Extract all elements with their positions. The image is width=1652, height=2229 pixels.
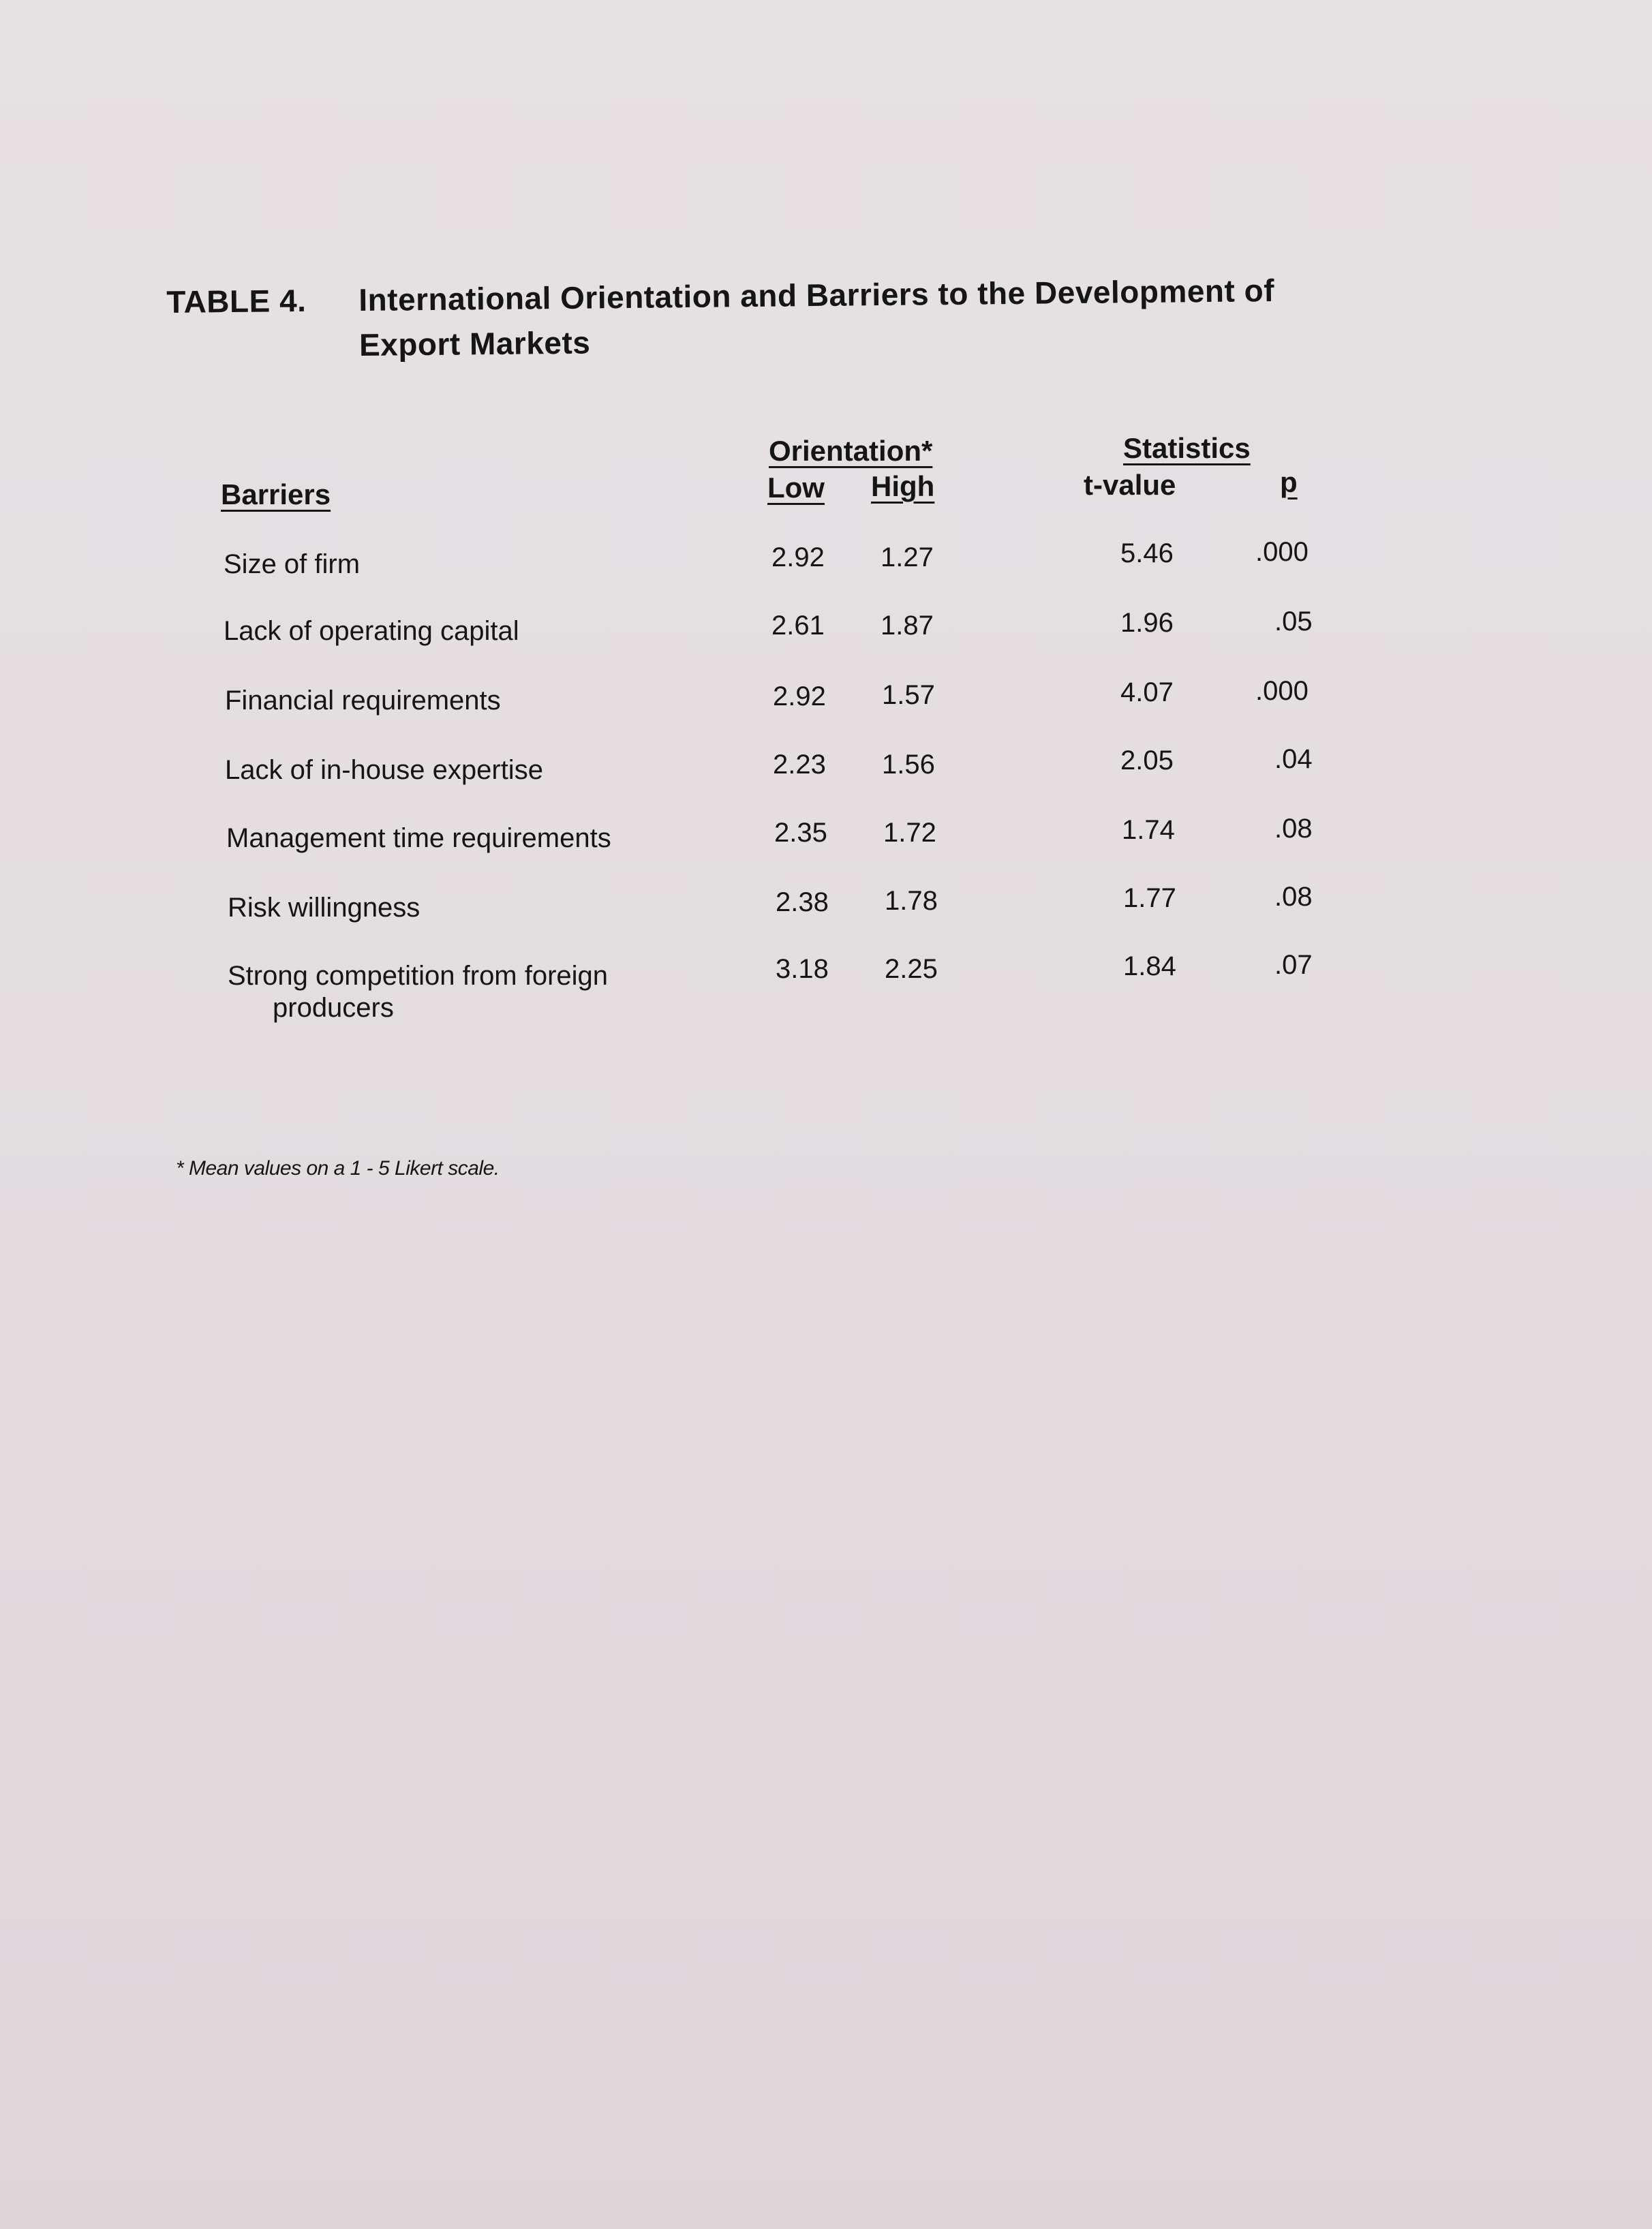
value-high: 1.87 xyxy=(881,611,934,641)
table-title-line1: International Orientation and Barriers to the Development of xyxy=(358,272,1275,318)
value-t: 1.77 xyxy=(1123,883,1176,913)
value-high: 1.78 xyxy=(885,886,938,916)
value-p: .07 xyxy=(1274,950,1313,980)
row-label: Risk willingness xyxy=(228,893,420,923)
header-p: p xyxy=(1280,466,1298,498)
value-p: .000 xyxy=(1255,676,1309,706)
row-label: Lack of operating capital xyxy=(224,616,519,646)
value-p: .000 xyxy=(1255,537,1309,567)
value-high: 2.25 xyxy=(885,954,938,984)
value-low: 2.92 xyxy=(771,542,825,572)
value-high: 1.27 xyxy=(881,542,934,572)
value-high: 1.57 xyxy=(882,680,935,710)
value-low: 2.61 xyxy=(771,611,825,641)
value-low: 2.23 xyxy=(773,750,826,780)
row-label: Management time requirements xyxy=(226,823,611,853)
header-tvalue: t-value xyxy=(1084,469,1176,501)
row-label-line2: producers xyxy=(273,993,394,1023)
row-label: Lack of in-house expertise xyxy=(225,755,543,785)
row-label-line1: Strong competition from foreign xyxy=(228,961,609,991)
table-title xyxy=(166,265,1503,369)
value-t: 5.46 xyxy=(1120,538,1174,568)
value-t: 1.74 xyxy=(1122,815,1175,845)
value-low: 2.92 xyxy=(773,681,826,711)
header-barriers: Barriers xyxy=(221,478,331,510)
table-title-line2: Export Markets xyxy=(358,324,591,363)
value-p: .05 xyxy=(1274,606,1313,636)
table-footnote: * Mean values on a 1 - 5 Likert scale. xyxy=(176,1157,500,1180)
value-p: .08 xyxy=(1274,814,1313,844)
value-low: 2.35 xyxy=(774,818,827,848)
row-label: Financial requirements xyxy=(225,686,501,716)
row-label xyxy=(228,961,608,1024)
value-low: 3.18 xyxy=(776,954,829,984)
header-statistics: Statistics xyxy=(1123,432,1251,464)
value-t: 1.84 xyxy=(1123,951,1176,981)
header-low: Low xyxy=(767,472,825,504)
header-high: High xyxy=(871,470,935,502)
table-label: TABLE 4. xyxy=(166,282,307,320)
value-p: .04 xyxy=(1274,744,1313,774)
value-high: 1.72 xyxy=(883,818,936,848)
header-orientation: Orientation* xyxy=(769,435,933,467)
value-high: 1.56 xyxy=(882,750,935,780)
value-t: 1.96 xyxy=(1120,608,1174,638)
value-t: 2.05 xyxy=(1120,745,1174,775)
value-low: 2.38 xyxy=(776,887,829,917)
value-p: .08 xyxy=(1274,882,1313,912)
row-label: Size of firm xyxy=(224,549,361,579)
value-t: 4.07 xyxy=(1120,677,1174,707)
